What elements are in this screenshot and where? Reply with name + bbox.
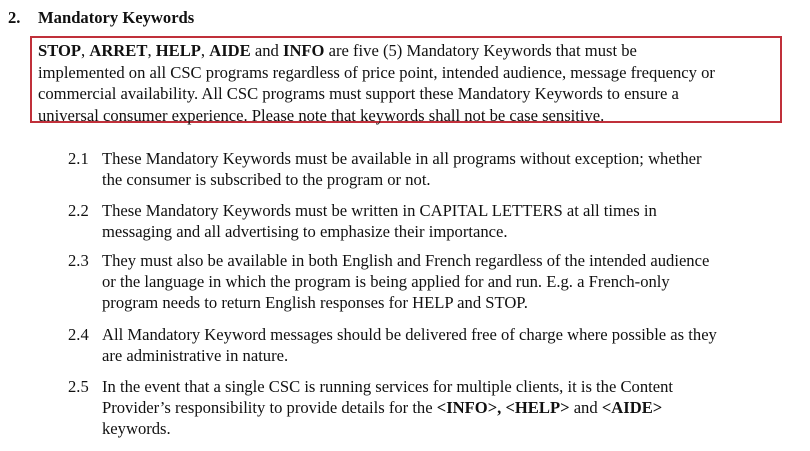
body-text: implemented on all CSC programs regardless of price point, intended audience, message frequency or <box>38 62 715 82</box>
text-line <box>102 271 709 292</box>
keyword-text: HELP <box>155 41 201 60</box>
body-text: , <box>147 41 156 60</box>
item-text <box>102 250 709 313</box>
text-line <box>102 324 717 345</box>
body-text: They must also be available in both English and French regardless of the intended audience <box>102 251 710 270</box>
text-line <box>38 62 774 84</box>
item-text <box>102 376 673 439</box>
text-line <box>102 418 673 439</box>
text-line <box>38 105 774 127</box>
item-number: 2.4 <box>68 325 89 344</box>
body-text: or the language in which the program is being applied for and run. E.g. a French-only <box>102 272 670 291</box>
body-text: In the event that a single CSC is running services for multiple clients, it is the Content <box>102 377 674 396</box>
text-line <box>102 250 709 271</box>
text-line <box>102 169 702 190</box>
highlighted-intro-paragraph <box>30 36 782 123</box>
text-line <box>38 40 774 62</box>
body-text: , <box>81 41 90 60</box>
body-text: keywords. <box>102 419 171 438</box>
item-number: 2.5 <box>68 377 89 396</box>
body-text: These Mandatory Keywords must be written in CAPITAL LETTERS at all times in <box>102 201 657 220</box>
text-line <box>102 376 673 397</box>
body-text: messaging and all advertising to emphasize their importance. <box>102 222 508 241</box>
keyword-text: <AIDE> <box>601 398 663 417</box>
keyword-text: ARRET <box>89 41 148 60</box>
text-line <box>102 148 702 169</box>
body-text: and <box>250 41 283 60</box>
item-text <box>102 148 702 190</box>
section-heading <box>8 8 194 28</box>
keyword-text: AIDE <box>209 41 251 60</box>
body-text: program needs to return English responses for HELP and STOP. <box>102 293 528 312</box>
text-line <box>102 345 717 366</box>
section-title: Mandatory Keywords <box>38 8 195 27</box>
body-text: commercial availability. All CSC programs must support these Mandatory Keywords to ensure a <box>38 84 679 103</box>
text-line <box>38 83 774 105</box>
text-line <box>102 292 709 313</box>
body-text: These Mandatory Keywords must be available in all programs without exception; whether <box>102 149 702 168</box>
body-text: universal consumer experience. Please note that keywords shall not be case sensitive. <box>38 105 605 125</box>
keyword-text: <INFO>, <HELP> <box>436 398 570 417</box>
body-text: and <box>569 398 602 417</box>
section-number: 2. <box>8 8 21 27</box>
body-text: the consumer is subscribed to the program or not. <box>102 170 431 189</box>
text-line <box>102 221 657 242</box>
text-line <box>102 397 673 418</box>
item-number: 2.3 <box>68 251 89 270</box>
item-text <box>102 324 717 366</box>
keyword-text: STOP <box>38 41 82 60</box>
body-text: Provider’s responsibility to provide details for the <box>102 398 437 417</box>
item-number: 2.1 <box>68 149 89 168</box>
item-text <box>102 200 657 242</box>
body-text: are administrative in nature. <box>102 346 289 365</box>
body-text: are five (5) Mandatory Keywords that must be <box>324 41 637 60</box>
item-number: 2.2 <box>68 201 89 220</box>
text-line <box>102 200 657 221</box>
body-text: , <box>200 41 210 60</box>
body-text: All Mandatory Keyword messages should be delivered free of charge where possible as they <box>102 325 717 344</box>
keyword-text: INFO <box>282 41 325 60</box>
